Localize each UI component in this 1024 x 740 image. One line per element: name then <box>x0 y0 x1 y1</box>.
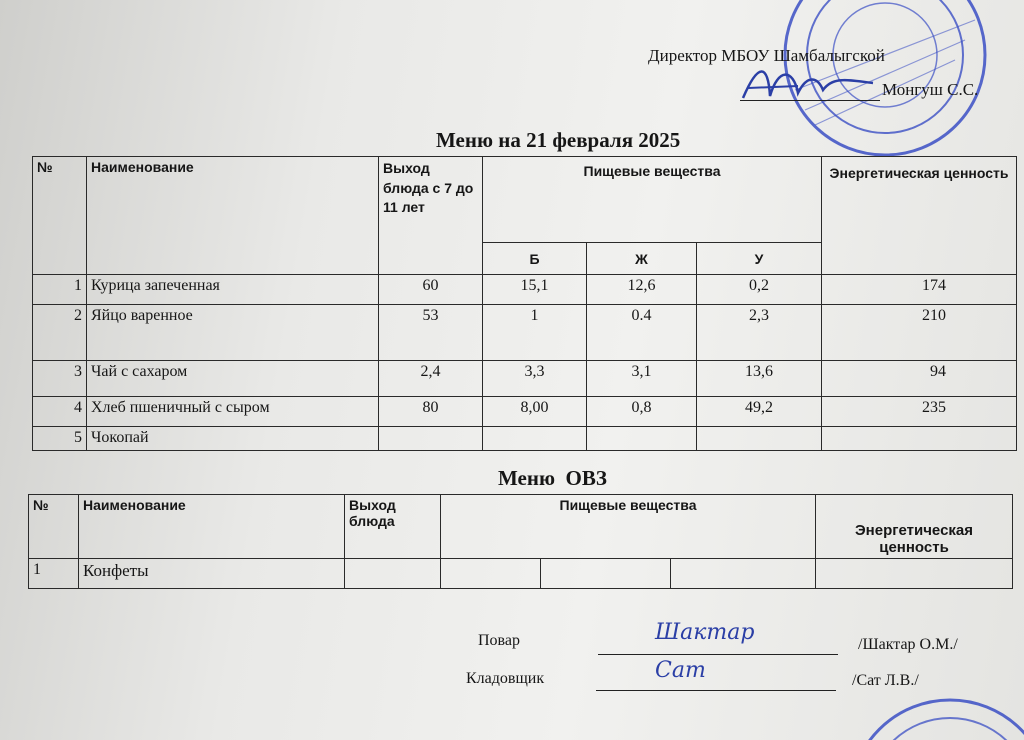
row-zh: 3,1 <box>587 361 697 397</box>
ovz-row-energy <box>816 559 1013 589</box>
official-stamp-bottom <box>840 690 1024 740</box>
row-u: 13,6 <box>697 361 822 397</box>
ovz-col-header-num: № <box>29 495 79 559</box>
row-energy <box>822 427 1017 451</box>
ovz-col-header-nutrients: Пищевые вещества <box>441 495 816 559</box>
row-energy: 210 <box>822 305 1017 361</box>
row-zh: 12,6 <box>587 275 697 305</box>
row-num: 2 <box>33 305 87 361</box>
row-name: Чай с сахаром <box>87 361 379 397</box>
col-header-name: Наименование <box>87 157 379 275</box>
ovz-menu-title: Меню ОВЗ <box>498 466 607 490</box>
ovz-row-b <box>441 559 541 589</box>
row-u <box>697 427 822 451</box>
ovz-row-u <box>671 559 816 589</box>
row-energy: 94 <box>822 361 1017 397</box>
row-name: Хлеб пшеничный с сыром <box>87 397 379 427</box>
row-zh <box>587 427 697 451</box>
row-output: 60 <box>379 275 483 305</box>
table-row <box>33 361 1017 397</box>
storekeeper-label: Кладовщик <box>466 670 545 687</box>
ovz-row-name: Конфеты <box>79 559 345 589</box>
row-b: 8,00 <box>483 397 587 427</box>
cook-label: Повар <box>478 632 520 649</box>
ovz-col-header-name: Наименование <box>79 495 345 559</box>
table-row <box>33 305 1017 361</box>
ovz-menu-table <box>28 494 1013 589</box>
ovz-row-num: 1 <box>29 559 79 589</box>
col-header-zh: Ж <box>587 243 697 275</box>
director-signature <box>738 58 878 108</box>
row-u: 49,2 <box>697 397 822 427</box>
table-row <box>33 275 1017 305</box>
col-header-u: У <box>697 243 822 275</box>
row-output: 2,4 <box>379 361 483 397</box>
row-b: 3,3 <box>483 361 587 397</box>
col-header-num: № <box>33 157 87 275</box>
storekeeper-signature-line <box>596 690 836 691</box>
row-u: 0,2 <box>697 275 822 305</box>
row-num: 1 <box>33 275 87 305</box>
row-name: Чокопай <box>87 427 379 451</box>
row-name: Яйцо варенное <box>87 305 379 361</box>
col-header-b: Б <box>483 243 587 275</box>
row-b <box>483 427 587 451</box>
col-header-output: Выход блюда с 7 до 11 лет <box>379 157 483 275</box>
row-output <box>379 427 483 451</box>
row-num: 3 <box>33 361 87 397</box>
table-row <box>33 427 1017 451</box>
storekeeper-signature: Сат <box>655 658 706 683</box>
ovz-col-header-output: Выход блюда <box>345 495 441 559</box>
row-output: 80 <box>379 397 483 427</box>
row-zh: 0.4 <box>587 305 697 361</box>
ovz-col-header-energy: Энергетическая ценность <box>816 495 1013 559</box>
row-name: Курица запеченная <box>87 275 379 305</box>
row-energy: 235 <box>822 397 1017 427</box>
ovz-row-output <box>345 559 441 589</box>
director-line: Директор МБОУ Шамбалыгской <box>648 46 885 65</box>
menu-title: Меню на 21 февраля 2025 <box>436 128 681 152</box>
cook-signature: Шактар <box>655 620 755 645</box>
director-name: Монгуш С.С. <box>882 80 979 99</box>
storekeeper-name: /Сат Л.В./ <box>852 672 919 689</box>
cook-name: /Шактар О.М./ <box>858 636 958 653</box>
table-row <box>29 559 1013 589</box>
row-b: 15,1 <box>483 275 587 305</box>
row-energy: 174 <box>822 275 1017 305</box>
row-output: 53 <box>379 305 483 361</box>
cook-signature-line <box>598 654 838 655</box>
row-num: 5 <box>33 427 87 451</box>
ovz-row-zh <box>541 559 671 589</box>
col-header-nutrients: Пищевые вещества <box>483 157 822 243</box>
row-zh: 0,8 <box>587 397 697 427</box>
col-header-energy: Энергетическая ценность <box>822 157 1017 275</box>
row-u: 2,3 <box>697 305 822 361</box>
main-menu-table <box>32 156 1017 451</box>
table-row <box>33 397 1017 427</box>
row-num: 4 <box>33 397 87 427</box>
row-b: 1 <box>483 305 587 361</box>
